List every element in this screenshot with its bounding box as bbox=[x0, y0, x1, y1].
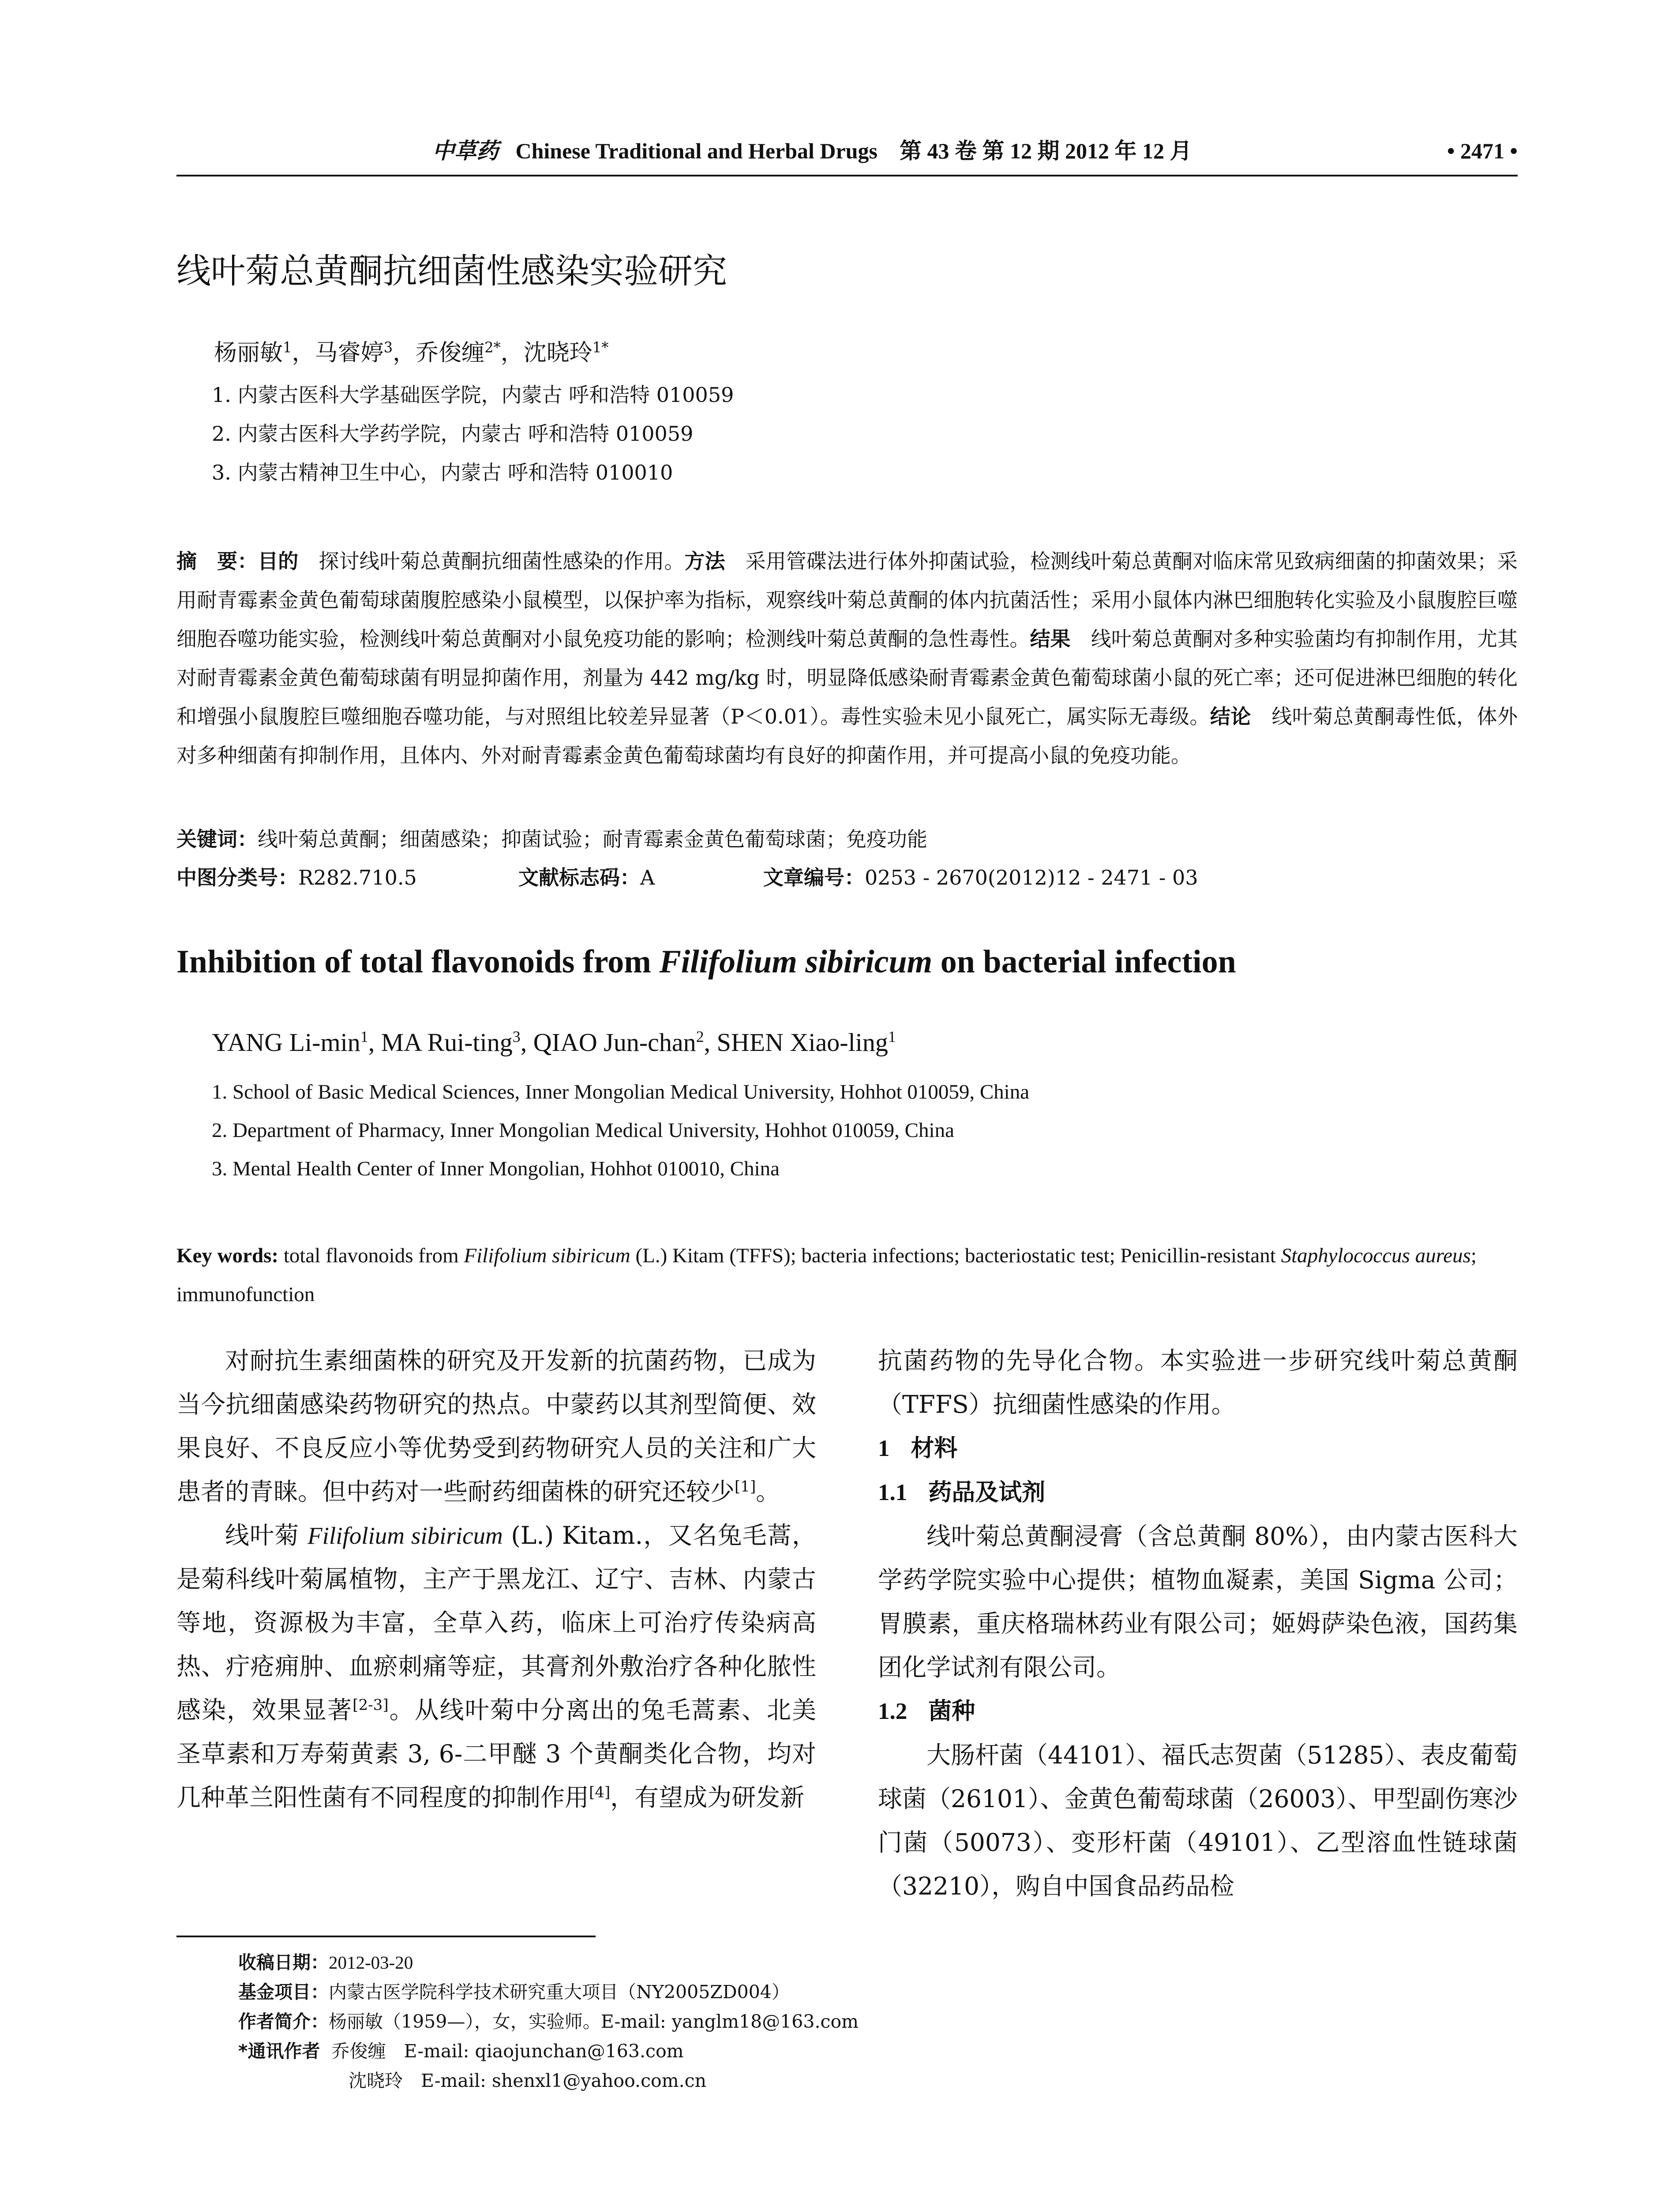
author-name: QIAO Jun-chan bbox=[533, 1028, 696, 1057]
keywords-en bbox=[176, 1236, 1518, 1314]
author-name: 沈晓玲 bbox=[523, 340, 592, 366]
author-affil-mark: 1* bbox=[592, 339, 609, 356]
results-label: 结果 bbox=[1030, 627, 1071, 651]
title-en-species: Filifolium sibiricum bbox=[659, 944, 933, 980]
keywords-en-text: (L.) Kitam (TFFS); bacteria infections; bacteriostatic test; Penicillin-resistant bbox=[630, 1244, 1281, 1267]
section-number: 1.2 bbox=[878, 1699, 908, 1724]
journal-name-cn: 中草药 bbox=[432, 138, 499, 164]
subsection-heading bbox=[878, 1689, 1518, 1733]
affiliation-cn: 3. 内蒙古精神卫生中心，内蒙古 呼和浩特 010010 bbox=[212, 461, 673, 484]
methods-label: 方法 bbox=[684, 549, 725, 573]
keywords-en-text: total flavonoids from bbox=[278, 1244, 464, 1267]
species-name: Filifolium sibiricum bbox=[308, 1522, 503, 1549]
author-name: SHEN Xiao-ling bbox=[716, 1028, 888, 1057]
header-rule bbox=[176, 175, 1518, 176]
fund-text: 内蒙古医学院科学技术研究重大项目（NY2005ZD004） bbox=[329, 1981, 790, 2003]
bio-text: 杨丽敏（1959—），女，实验师。E-mail: yanglm18@163.com bbox=[329, 2011, 859, 2032]
conclusion-label: 结论 bbox=[1210, 705, 1251, 728]
paragraph-text: 。 bbox=[756, 1478, 780, 1506]
abstract-label: 摘 要： bbox=[176, 549, 258, 573]
keywords-en-species: Filifolium sibiricum bbox=[464, 1244, 630, 1267]
section-title: 菌种 bbox=[928, 1698, 975, 1725]
corresponding-label: *通讯作者 bbox=[238, 2041, 320, 2062]
section-title: 材料 bbox=[911, 1435, 958, 1462]
author-affil-mark: 2 bbox=[696, 1028, 704, 1046]
received-label: 收稿日期： bbox=[238, 1952, 329, 1973]
affiliation-en: 2. Department of Pharmacy, Inner Mongolian Medical University, Hohhot 010059, China bbox=[212, 1119, 954, 1142]
received-date: 2012-03-20 bbox=[329, 1952, 413, 1973]
section-heading bbox=[878, 1426, 1518, 1471]
keywords-cn bbox=[176, 820, 927, 859]
results-text: 线叶菊总黄酮对多种实验菌均有抑制作用，尤其对耐青霉素金黄色葡萄球菌有明显抑菌作用，剂量为 442 mg/kg 时，明显降低感染耐青霉素金黄色葡萄球菌小鼠的死亡率；还可促进淋巴细胞的转化和增强小鼠腹腔巨噬细胞吞噬功能，与对照组比较差异显著（P＜0.01）。毒性实验未见小鼠死亡，属实际无毒级。 bbox=[176, 627, 1518, 728]
page-number: • 2471 • bbox=[1447, 139, 1518, 163]
objective-label: 目的 bbox=[258, 549, 299, 573]
author-affil-mark: 1 bbox=[360, 1028, 368, 1046]
author-separator: , bbox=[704, 1028, 717, 1057]
section-number: 1 bbox=[878, 1436, 890, 1461]
author-affil-mark: 1 bbox=[283, 339, 292, 356]
author-name: 杨丽敏 bbox=[214, 340, 283, 366]
footnotes bbox=[238, 1948, 859, 2096]
author-name: MA Rui-ting bbox=[381, 1028, 513, 1057]
section-number: 1.1 bbox=[878, 1480, 908, 1505]
journal-name-en: Chinese Traditional and Herbal Drugs bbox=[515, 139, 878, 163]
paragraph-text: 。从线叶菊中分离出的兔毛蒿素、北美圣草素和万寿菊黄素 3, 6-二甲醚 3 个黄酮类化合物，均对几种革兰阳性菌有不同程度的抑制作用 bbox=[176, 1696, 816, 1812]
paragraph-text: (L.) Kitam.，又名兔毛蒿，是菊科线叶菊属植物，主产于黑龙江、辽宁、吉林、内蒙古等地，资源极为丰富，全草入药，临床上可治疗传染病高热、疔疮痈肿、血瘀刺痛等症，其膏剂外敷治疗各种化脓性感染，效果显著 bbox=[176, 1521, 817, 1724]
bio-label: 作者简介： bbox=[238, 2011, 329, 2032]
title-en-part: Inhibition of total flavonoids from bbox=[176, 944, 660, 980]
keywords-en-species: Staphylococcus aureus bbox=[1281, 1244, 1471, 1267]
author-separator: ， bbox=[393, 340, 416, 366]
paragraph: 抗菌药物的先导化合物。本实验进一步研究线叶菊总黄酮（TFFS）抗细菌性感染的作用。 bbox=[878, 1347, 1518, 1418]
footnote-rule bbox=[176, 1936, 596, 1937]
keywords-text: 线叶菊总黄酮；细菌感染；抑菌试验；耐青霉素金黄色葡萄球菌；免疫功能 bbox=[258, 827, 927, 851]
citation: [4] bbox=[589, 1783, 611, 1801]
authors-en bbox=[212, 1026, 896, 1059]
doc-code-label: 文献标志码： bbox=[518, 866, 640, 889]
affiliation-cn: 2. 内蒙古医科大学药学院，内蒙古 呼和浩特 010059 bbox=[212, 422, 694, 446]
author-separator: , bbox=[520, 1028, 533, 1057]
body-column-left bbox=[176, 1339, 816, 1820]
title-cn: 线叶菊总黄酮抗细菌性感染实验研究 bbox=[176, 251, 728, 291]
author-name: YANG Li-min bbox=[212, 1028, 360, 1057]
fund-label: 基金项目： bbox=[238, 1981, 329, 2003]
keywords-label: 关键词： bbox=[176, 827, 258, 851]
citation: [1] bbox=[735, 1478, 756, 1496]
author-name: 马睿婷 bbox=[315, 340, 384, 366]
clc-value: R282.710.5 bbox=[298, 866, 417, 889]
author-separator: ， bbox=[500, 340, 524, 366]
author-separator: ， bbox=[292, 340, 315, 366]
clc-label: 中图分类号： bbox=[176, 866, 298, 889]
paragraph: 大肠杆菌（44101）、福氏志贺菌（51285）、表皮葡萄球菌（26101）、金黄色葡萄球菌（26003）、甲型副伤寒沙门菌（50073）、变形杆菌（49101）、乙型溶血性链球菌（32210），购自中国食品药品检 bbox=[878, 1741, 1518, 1900]
author-separator: , bbox=[368, 1028, 381, 1057]
keywords-en-label: Key words: bbox=[176, 1244, 279, 1267]
paragraph-text: ，有望成为研发新 bbox=[610, 1783, 805, 1812]
doc-code-value: A bbox=[640, 866, 655, 889]
paragraph bbox=[176, 1339, 816, 1514]
author-name: 乔俊缠 bbox=[416, 340, 485, 366]
corresponding-author: 沈晓玲 E-mail: shenxl1@yahoo.com.cn bbox=[349, 2070, 706, 2091]
article-no-value: 0253 - 2670(2012)12 - 2471 - 03 bbox=[865, 866, 1198, 889]
affiliation-en: 1. School of Basic Medical Sciences, Inner Mongolian Medical University, Hohhot 010059, China bbox=[212, 1080, 1030, 1103]
article-no-label: 文章编号： bbox=[763, 866, 865, 889]
abstract-cn bbox=[176, 542, 1518, 775]
paragraph-text: 对耐抗生素细菌株的研究及开发新的抗菌药物，已成为当今抗细菌感染药物研究的热点。中蒙药以其剂型简便、效果良好、不良反应小等优势受到药物研究人员的关注和广大患者的青睐。但中药对一些耐药细菌株的研究还较少 bbox=[176, 1347, 816, 1506]
objective-text: 探讨线叶菊总黄酮抗细菌性感染的作用。 bbox=[298, 549, 685, 573]
title-en bbox=[176, 940, 1236, 984]
citation: [2-3] bbox=[352, 1696, 389, 1714]
author-affil-mark: 3 bbox=[512, 1028, 521, 1046]
author-affil-mark: 2* bbox=[484, 339, 501, 356]
methods-text: 采用管碟法进行体外抑菌试验，检测线叶菊总黄酮对临床常见致病细菌的抑菌效果；采用耐青霉素金黄色葡萄球菌腹腔感染小鼠模型，以保护率为指标，观察线叶菊总黄酮的体内抗菌活性；采用小鼠体内淋巴细胞转化实验及小鼠腹腔巨噬细胞吞噬功能实验，检测线叶菊总黄酮对小鼠免疫功能的影响；检测线叶菊总黄酮的急性毒性。 bbox=[176, 549, 1518, 651]
corresponding-author: 乔俊缠 E-mail: qiaojunchan@163.com bbox=[331, 2041, 684, 2062]
affiliation-cn: 1. 内蒙古医科大学基础医学院，内蒙古 呼和浩特 010059 bbox=[212, 383, 734, 407]
subsection-heading bbox=[878, 1471, 1518, 1515]
paragraph bbox=[176, 1514, 816, 1820]
affiliation-en: 3. Mental Health Center of Inner Mongolian, Hohhot 010010, China bbox=[212, 1157, 780, 1180]
paragraph: 线叶菊总黄酮浸膏（含总黄酮 80%），由内蒙古医科大学药学院实验中心提供；植物血凝素，美国 Sigma 公司；胃膜素，重庆格瑞林药业有限公司；姬姆萨染色液，国药集团化学试剂有限公司。 bbox=[878, 1522, 1518, 1681]
author-affil-mark: 1 bbox=[888, 1028, 896, 1046]
article-meta bbox=[176, 858, 1198, 897]
section-title: 药品及试剂 bbox=[928, 1479, 1046, 1506]
paragraph-text: 线叶菊 bbox=[225, 1521, 308, 1549]
authors-cn bbox=[214, 338, 608, 368]
title-en-part: on bacterial infection bbox=[932, 944, 1236, 980]
body-column-right bbox=[878, 1339, 1518, 1908]
author-affil-mark: 3 bbox=[383, 339, 393, 356]
conclusion-text: 线叶菊总黄酮毒性低，体外对多种细菌有抑制作用，且体内、外对耐青霉素金黄色葡萄球菌均有良好的抑菌作用，并可提高小鼠的免疫功能。 bbox=[176, 705, 1518, 767]
keywords-en-text: ; immunofunction bbox=[176, 1244, 1477, 1306]
issue-info: 第 43 卷 第 12 期 2012 年 12 月 bbox=[899, 139, 1192, 163]
